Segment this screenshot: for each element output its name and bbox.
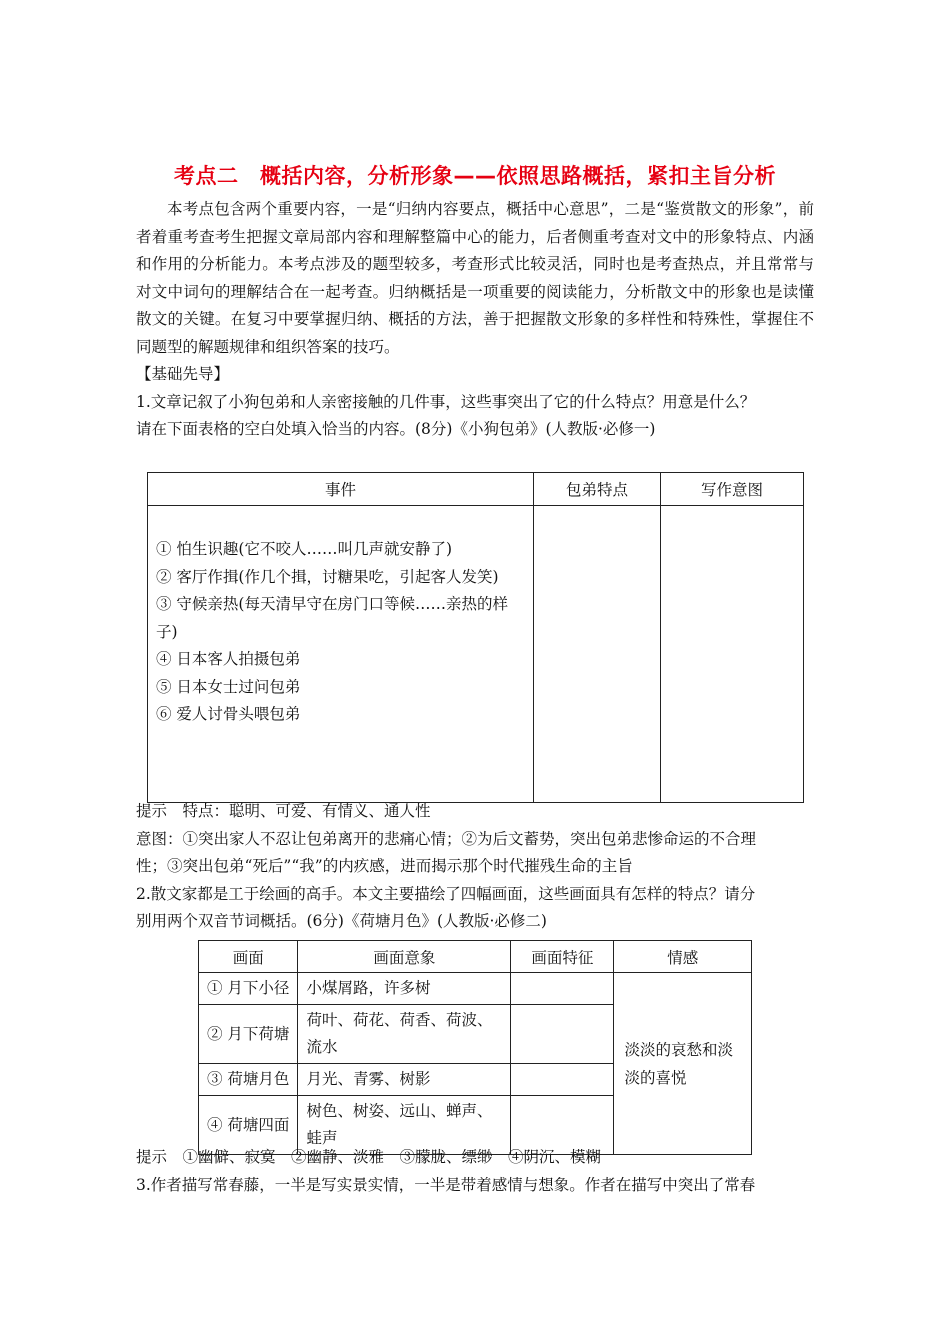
question-2-line-2: 别用两个双音节词概括。(6分)《荷塘月色》(人教版·必修二) (136, 912, 547, 930)
feature-answer-cell[interactable] (511, 1005, 614, 1064)
question-1-table (147, 472, 804, 803)
intent-answer-cell[interactable] (661, 506, 804, 803)
emotion-cell: 淡淡的哀愁和淡淡的喜悦 (614, 973, 752, 1155)
question-1-line-1: 1.文章记叙了小狗包弟和人亲密接触的几件事，这些事突出了它的什么特点？用意是什么？ (136, 393, 756, 411)
header-imagery: 画面意象 (298, 941, 511, 973)
question-1-hint-intent-2: 性；③突出包弟“死后”“我”的内疚感，进而揭示那个时代摧残生命的主旨 (136, 857, 633, 875)
imagery-cell: 树色、树姿、远山、蝉声、蛙声 (298, 1096, 511, 1155)
event-item: ④ 日本客人拍摄包弟 (156, 650, 301, 668)
feature-answer-cell[interactable] (511, 1064, 614, 1096)
feature-answer-cell[interactable] (511, 973, 614, 1005)
question-2-table (198, 940, 752, 1155)
question-2-hint: 提示 ①幽僻、寂寞 ②幽静、淡雅 ③朦胧、缥缈 ④阴沉、模糊 (136, 1148, 602, 1166)
header-picture: 画面 (199, 941, 298, 973)
header-intent: 写作意图 (661, 473, 804, 506)
header-event: 事件 (148, 473, 534, 506)
intro-paragraph: 本考点包含两个重要内容，一是“归纳内容要点，概括中心意思”，二是“鉴赏散文的形象”，前者着重考查考生把握文章局部内容和理解整篇中心的能力，后者侧重考查对文中的形象特点、内涵和作用的分析能力。本考点涉及的题型较多，考查形式比较灵活，同时也是考查热点，并且常常与对文中词句的理解结合在一起考查。归纳概括是一项重要的阅读能力，分析散文中的形象也是读懂散文的关键。在复习中要掌握归纳、概括的方法，善于把握散文形象的多样性和特殊性，掌握住不同题型的解题规律和组织答案的技巧。 (136, 200, 814, 356)
header-emotion: 情感 (614, 941, 752, 973)
event-item: ⑥ 爱人讨骨头喂包弟 (156, 705, 301, 723)
section-title: 考点二 概括内容，分析形象——依照思路概括，紧扣主旨分析 (174, 164, 776, 188)
event-item: ② 客厅作揖(作几个揖，讨糖果吃，引起客人发笑) (156, 567, 499, 586)
question-3-line-1: 3.作者描写常春藤，一半是写实景实情，一半是带着感情与想象。作者在描写中突出了常春 (136, 1176, 756, 1194)
picture-cell: ③ 荷塘月色 (199, 1064, 298, 1096)
imagery-cell: 月光、青雾、树影 (298, 1064, 511, 1096)
section-label: 【基础先导】 (136, 365, 230, 383)
event-item: ③ 守候亲热(每天清早守在房门口等候……亲热的样子) (156, 595, 508, 641)
question-2-line-1: 2.散文家都是工于绘画的高手。本文主要描绘了四幅画面，这些画面具有怎样的特点？请分 (136, 885, 756, 903)
event-item: ⑤ 日本女士过问包弟 (156, 677, 301, 696)
imagery-cell: 小煤屑路，许多树 (298, 973, 511, 1005)
question-1-hint-intent-1: 意图：①突出家人不忍让包弟离开的悲痛心情；②为后文蓄势，突出包弟悲惨命运的不合理 (136, 830, 757, 848)
picture-cell: ① 月下小径 (199, 973, 298, 1005)
event-item: ① 怕生识趣(它不咬人……叫几声就安静了) (156, 540, 453, 558)
imagery-cell: 荷叶、荷花、荷香、荷波、流水 (298, 1005, 511, 1064)
picture-cell: ② 月下荷塘 (199, 1005, 298, 1064)
picture-cell: ④ 荷塘四面 (199, 1096, 298, 1155)
header-feature: 画面特征 (511, 941, 614, 973)
events-cell (148, 506, 534, 803)
trait-answer-cell[interactable] (534, 506, 661, 803)
question-1-line-2: 请在下面表格的空白处填入恰当的内容。(8分)《小狗包弟》(人教版·必修一) (136, 420, 656, 438)
question-1-hint-traits: 提示 特点：聪明、可爱、有情义、通人性 (136, 802, 431, 820)
header-trait: 包弟特点 (534, 473, 661, 506)
